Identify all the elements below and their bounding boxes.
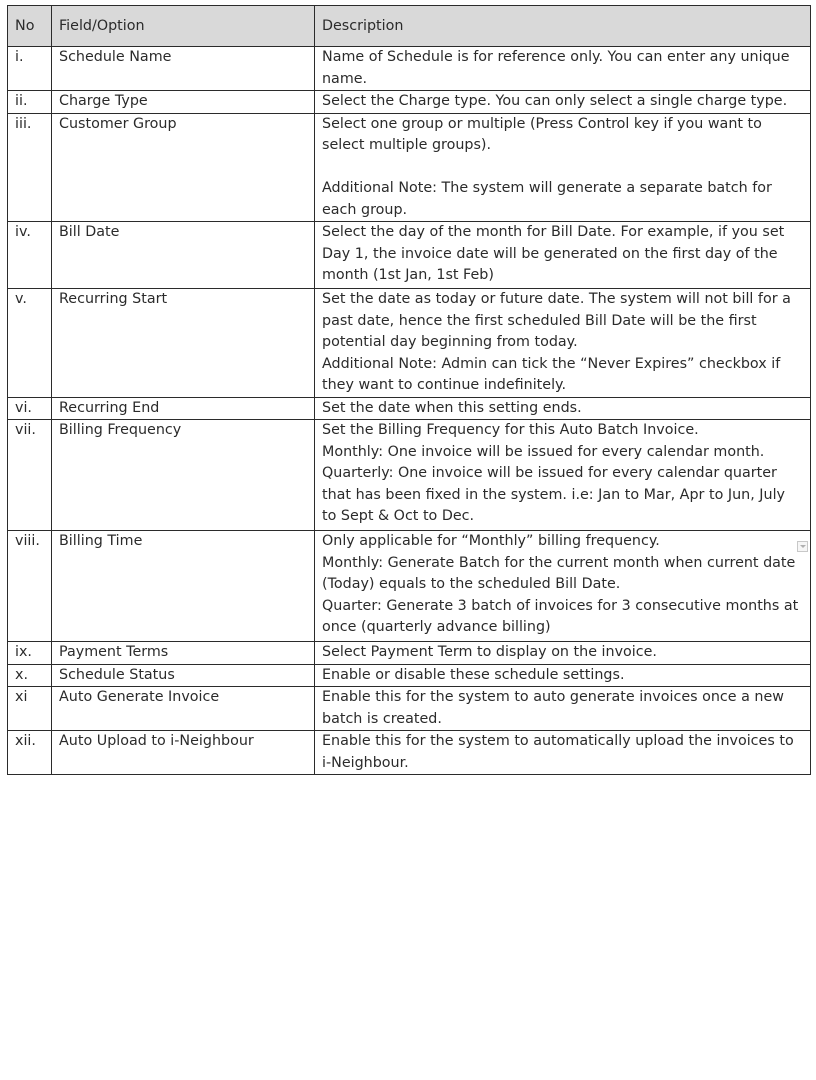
row-description xyxy=(315,642,811,665)
row-field: Billing Time xyxy=(52,531,315,642)
description-paragraph: Enable or disable these schedule settings. xyxy=(322,666,625,683)
description-paragraph: Only applicable for “Monthly” billing frequency. xyxy=(322,533,660,549)
table-row xyxy=(8,91,811,114)
row-field: Payment Terms xyxy=(52,642,315,665)
row-number: xii. xyxy=(8,731,52,775)
row-description xyxy=(315,91,811,114)
table-row xyxy=(8,687,811,731)
description-paragraph: Select one group or multiple (Press Control key if you want to select multiple groups). xyxy=(322,115,762,153)
row-description xyxy=(315,731,811,775)
row-field: Auto Upload to i-Neighbour xyxy=(52,731,315,775)
description-paragraph: Enable this for the system to auto generate invoices once a new batch is created. xyxy=(322,689,784,727)
description-paragraph: Select the day of the month for Bill Date. For example, if you set Day 1, the invoice date will be generated on the first day of the month (1st Jan, 1st Feb) xyxy=(322,224,785,283)
row-description xyxy=(315,420,811,531)
row-number: v. xyxy=(8,289,52,398)
table-row xyxy=(8,420,811,531)
row-description xyxy=(315,289,811,398)
description-paragraph: Name of Schedule is for reference only. You can enter any unique name. xyxy=(322,49,790,87)
description-paragraph: Monthly: Generate Batch for the current month when current date (Today) equals to the scheduled Bill Date. xyxy=(322,554,796,592)
row-description xyxy=(315,397,811,420)
row-field: Billing Frequency xyxy=(52,420,315,531)
description-paragraph: Enable this for the system to automatically upload the invoices to i-Neighbour. xyxy=(322,733,794,771)
row-number: xi xyxy=(8,687,52,731)
row-description xyxy=(315,664,811,687)
description-paragraph: Monthly: One invoice will be issued for every calendar month. xyxy=(322,443,765,460)
table-row xyxy=(8,47,811,91)
table-row xyxy=(8,731,811,775)
row-description xyxy=(315,531,811,642)
description-paragraph: Set the date when this setting ends. xyxy=(322,399,582,416)
description-paragraph: Quarterly: One invoice will be issued for every calendar quarter that has been fixed in the system. i.e: Jan to Mar, Apr to Jun, July to Sept & Oct to Dec. xyxy=(322,465,786,524)
row-number: i. xyxy=(8,47,52,91)
table-row xyxy=(8,664,811,687)
row-field: Auto Generate Invoice xyxy=(52,687,315,731)
row-field: Charge Type xyxy=(52,91,315,114)
additional-note: Additional Note: The system will generate a separate batch for each group. xyxy=(322,180,772,218)
table-row xyxy=(8,289,811,398)
description-paragraph: Select the Charge type. You can only select a single charge type. xyxy=(322,93,788,109)
description-paragraph: Quarter: Generate 3 batch of invoices for 3 consecutive months at once (quarterly advance billing) xyxy=(322,597,799,635)
table-row xyxy=(8,397,811,420)
row-number: viii. xyxy=(8,531,52,642)
row-number: iii. xyxy=(8,113,52,222)
description-paragraph: Set the Billing Frequency for this Auto Batch Invoice. xyxy=(322,422,699,438)
row-description xyxy=(315,687,811,731)
header-description: Description xyxy=(315,6,811,47)
row-field: Customer Group xyxy=(52,113,315,222)
row-field: Bill Date xyxy=(52,222,315,289)
row-number: vi. xyxy=(8,397,52,420)
table-row xyxy=(8,642,811,665)
row-description xyxy=(315,222,811,289)
row-field: Recurring Start xyxy=(52,289,315,398)
row-field: Schedule Status xyxy=(52,664,315,687)
row-description xyxy=(315,47,811,91)
row-number: ii. xyxy=(8,91,52,114)
header-field-option: Field/Option xyxy=(52,6,315,47)
table-row xyxy=(8,222,811,289)
chevron-down-icon[interactable] xyxy=(797,541,808,552)
description-paragraph: Set the date as today or future date. The system will not bill for a past date, hence the first scheduled Bill Date will be the first potential day beginning from today. xyxy=(322,291,791,350)
header-no: No xyxy=(8,6,52,47)
row-number: vii. xyxy=(8,420,52,531)
row-number: ix. xyxy=(8,642,52,665)
description-paragraph: Select Payment Term to display on the invoice. xyxy=(322,644,657,660)
table-row xyxy=(8,531,811,642)
table-header-row xyxy=(8,6,811,47)
field-option-table xyxy=(7,5,811,775)
additional-note: Additional Note: Admin can tick the “Never Expires” checkbox if they want to continue indefinitely. xyxy=(322,355,781,393)
row-number: x. xyxy=(8,664,52,687)
row-field: Recurring End xyxy=(52,397,315,420)
row-number: iv. xyxy=(8,222,52,289)
row-description xyxy=(315,113,811,222)
table-row xyxy=(8,113,811,222)
row-field: Schedule Name xyxy=(52,47,315,91)
